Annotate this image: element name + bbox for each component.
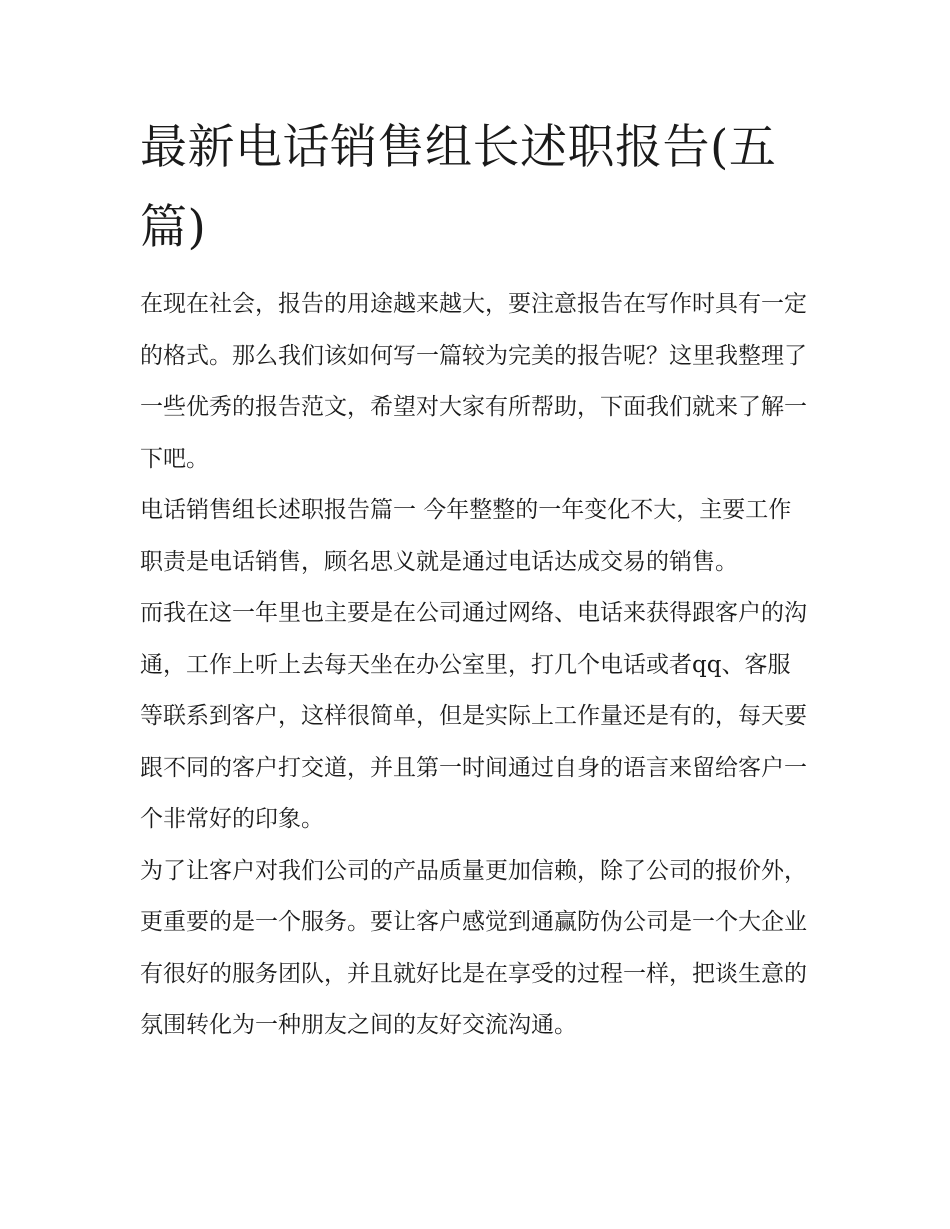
paragraph-intro: 在现在社会，报告的用途越来越大，要注意报告在写作时具有一定的格式。那么我们该如何写一篇较为完美的报告呢？这里我整理了一些优秀的报告范文，希望对大家有所帮助，下面我们就来了解一下吧。 (140, 291, 807, 472)
paragraph-2: 而我在这一年里也主要是在公司通过网络、电话来获得跟客户的沟通，工作上听上去每天坐在办公室里，打几个电话或者qq、客服等联系到客户，这样很简单，但是实际上工作量还是有的，每天要跟不同的客户打交道，并且第一时间通过自身的语言来留给客户一个非常好的印象。 (140, 600, 807, 832)
paragraph-3: 为了让客户对我们公司的产品质量更加信赖，除了公司的报价外，更重要的是一个服务。要让客户感觉到通赢防伪公司是一个大企业有很好的服务团队，并且就好比是在享受的过程一样，把谈生意的氛围转化为一种朋友之间的友好交流沟通。 (140, 857, 807, 1038)
page-title: 最新电话销售组长述职报告(五篇) (140, 120, 777, 255)
document-body (140, 108, 812, 1052)
paragraph-1: 电话销售组长述职报告篇一 今年整整的一年变化不大，主要工作职责是电话销售，顾名思义就是通过电话达成交易的销售。 (140, 497, 792, 575)
